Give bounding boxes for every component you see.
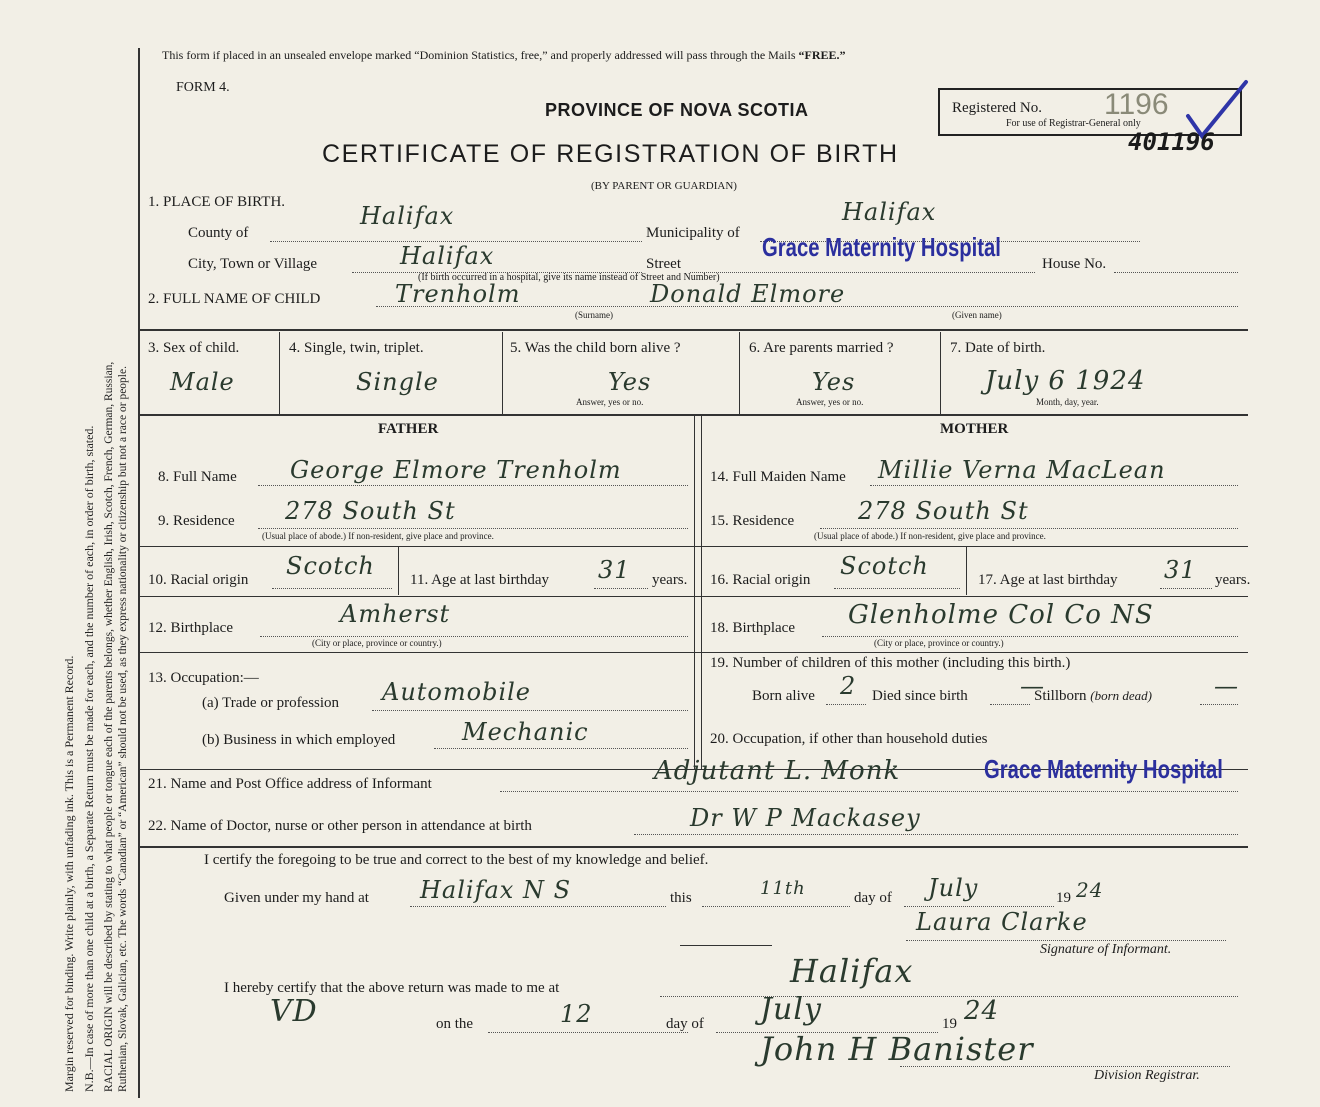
stillborn-label: [1034, 688, 1152, 705]
registration-place-line: [660, 996, 1238, 997]
margin-note-3: RACIAL ORIGIN will be described by stating to what people or tongue each of the parents belongs, whether English, Irish, Scotch, French, German, Russian,: [103, 361, 115, 1092]
stillborn-line: [1200, 704, 1238, 705]
street-label: Street: [646, 256, 681, 272]
certify-day-of-label: day of: [854, 890, 892, 906]
given-under-hand-label: Given under my hand at: [224, 890, 369, 906]
mother-birthplace-label: 18. Birthplace: [710, 620, 795, 636]
surname-caption: (Surname): [575, 310, 613, 320]
stillborn-value: —: [1214, 672, 1239, 700]
mother-race-age-divider: [966, 547, 967, 595]
mother-age-line: [1160, 588, 1212, 589]
margin-note-2: N.B.—In case of more than one child at a birth, a Separate Return must be made for each, and the number of each, in order of birth, stated.: [82, 425, 96, 1092]
registration-year-value: 24: [964, 996, 1000, 1026]
mother-residence-caption: (Usual place of abode.) If non-resident, give place and province.: [814, 531, 1046, 541]
children-count-label: 19. Number of children of this mother (including this birth.): [710, 655, 1071, 671]
father-birthplace-caption: (City or place, province or country.): [312, 638, 442, 648]
trade-label: (a) Trade or profession: [202, 695, 340, 711]
informant-line: [500, 791, 1238, 792]
born-alive-count-line: [826, 704, 866, 705]
separator-rule: [680, 945, 772, 946]
father-occupation-label: 13. Occupation:—: [148, 670, 259, 686]
mother-name-value: Millie Verna MacLean: [878, 456, 1166, 484]
informant-signature-line: [906, 940, 1226, 941]
informant-value: Adjutant L. Monk: [654, 756, 901, 786]
parents-married-value: Yes: [812, 368, 856, 396]
child-name-label: 2. FULL NAME OF CHILD: [148, 291, 321, 307]
mother-residence-value: 278 South St: [858, 497, 1029, 525]
father-age-label: 11. Age at last birthday: [410, 572, 549, 588]
mother-birthplace-line: [822, 636, 1238, 637]
mother-race-value: Scotch: [840, 552, 929, 580]
registrar-initials: VD: [270, 994, 318, 1029]
registrar-signature: John H Banister: [760, 1030, 1034, 1068]
certification-top-rule: [140, 846, 1248, 848]
father-name-line: [258, 485, 688, 486]
division-registrar-caption: Division Registrar.: [1094, 1068, 1200, 1083]
certify-year-value: 24: [1076, 878, 1104, 902]
informant-label: 21. Name and Post Office address of Informant: [148, 776, 432, 792]
father-residence-label: 9. Residence: [158, 513, 235, 529]
column-divider-right: [701, 416, 702, 770]
free-postage-note: This form if placed in an unsealed envelope marked “Dominion Statistics, free,” and properly addressed will pass through the Mails “FREE.”: [162, 48, 846, 62]
county-label: County of: [188, 225, 249, 241]
registration-day-of-label: day of: [666, 1016, 704, 1032]
certify-day-value: 11th: [760, 878, 806, 899]
margin-notes: [62, 362, 130, 1092]
father-age-value: 31: [598, 556, 631, 584]
trade-line: [372, 710, 688, 711]
county-value: Halifax: [360, 202, 455, 230]
registered-label: Registered No.: [952, 100, 1042, 116]
born-alive-count-value: 2: [840, 672, 857, 700]
father-name-value: George Elmore Trenholm: [290, 456, 622, 484]
plurality-value: Single: [356, 368, 439, 396]
father-age-line: [594, 588, 648, 589]
mother-residence-line: [820, 528, 1238, 529]
street-line: [690, 272, 1035, 273]
father-residence-value: 278 South St: [285, 497, 456, 525]
margin-note-4: Ruthenian, Slovak, Galician, etc. The words “Canadian” or “American” should not be used, as they express nationality or citizenship but not a race or people.: [117, 366, 129, 1092]
certify-year-prefix: 19: [1056, 890, 1071, 906]
mother-race-label: 16. Racial origin: [710, 572, 811, 588]
registrar-use-note: For use of Registrar-General only: [1006, 118, 1141, 129]
certificate-title: CERTIFICATE OF REGISTRATION OF BIRTH: [322, 140, 899, 168]
hospital-note: (If birth occurred in a hospital, give its name instead of Street and Number): [418, 272, 720, 283]
certify-day-line: [702, 906, 850, 907]
certify-statement: I certify the foregoing to be true and correct to the best of my knowledge and belief.: [204, 852, 709, 868]
row3-divider-3: [739, 332, 740, 414]
registration-year-prefix: 19: [942, 1016, 957, 1032]
born-alive-label: 5. Was the child born alive ?: [510, 340, 681, 356]
registration-month-value: July: [760, 992, 822, 1027]
business-label: (b) Business in which employed: [202, 732, 396, 748]
street-hospital-stamp: Grace Maternity Hospital: [762, 232, 1001, 262]
died-since-birth-value: —: [1020, 672, 1045, 700]
mother-birthplace-caption: (City or place, province or country.): [874, 638, 1004, 648]
sex-value: Male: [170, 368, 235, 396]
died-since-birth-label: Died since birth: [872, 688, 968, 704]
parents-married-caption: Answer, yes or no.: [796, 397, 864, 407]
mother-age-label: 17. Age at last birthday: [978, 572, 1118, 588]
row3-top-rule: [140, 329, 1248, 331]
archive-number: 401196: [1128, 128, 1215, 156]
given-name-caption: (Given name): [952, 310, 1002, 320]
plurality-label: 4. Single, twin, triplet.: [289, 340, 424, 356]
mother-heading: MOTHER: [940, 421, 1009, 437]
child-given-name: Donald Elmore: [650, 280, 846, 308]
date-of-birth-label: 7. Date of birth.: [950, 340, 1046, 356]
parents-married-label: 6. Are parents married ?: [749, 340, 894, 356]
father-years-label: years.: [652, 572, 688, 588]
on-the-label: on the: [436, 1016, 474, 1032]
date-of-birth-value: July 6 1924: [985, 366, 1146, 396]
certificate-subtitle: (BY PARENT OR GUARDIAN): [591, 180, 737, 192]
municipality-label: Municipality of: [646, 225, 740, 241]
mother-name-line: [870, 485, 1238, 486]
city-value: Halifax: [400, 242, 495, 270]
father-residence-line: [258, 528, 688, 529]
father-heading: FATHER: [378, 421, 439, 437]
father-name-label: 8. Full Name: [158, 469, 237, 485]
mother-birthplace-value: Glenholme Col Co NS: [848, 600, 1154, 630]
stillborn-text: Stillborn: [1034, 688, 1087, 704]
father-birthplace-label: 12. Birthplace: [148, 620, 233, 636]
born-alive-value: Yes: [608, 368, 652, 396]
residence-bottom-rule: [140, 546, 1248, 547]
given-place-value: Halifax N S: [420, 876, 572, 904]
doctor-label: 22. Name of Doctor, nurse or other person in attendance at birth: [148, 818, 532, 834]
registration-day-value: 12: [560, 1000, 593, 1028]
born-alive-count-label: Born alive: [752, 688, 815, 704]
mother-occupation-label: 20. Occupation, if other than household duties: [710, 731, 988, 747]
certify-month-value: July: [928, 874, 979, 902]
father-race-value: Scotch: [286, 552, 375, 580]
form-number: FORM 4.: [176, 80, 230, 95]
this-label: this: [670, 890, 692, 906]
mother-years-label: years.: [1215, 572, 1251, 588]
father-race-line: [272, 588, 392, 589]
father-race-age-divider: [398, 547, 399, 595]
business-value: Mechanic: [462, 718, 589, 746]
father-race-label: 10. Racial origin: [148, 572, 249, 588]
row3-divider-4: [940, 332, 941, 414]
mother-residence-label: 15. Residence: [710, 513, 795, 529]
municipality-value: Halifax: [842, 198, 937, 226]
place-of-birth-label: 1. PLACE OF BIRTH.: [148, 194, 286, 210]
stillborn-paren: (born dead): [1090, 688, 1153, 703]
sex-label: 3. Sex of child.: [148, 340, 240, 356]
doctor-value: Dr W P Mackasey: [690, 804, 921, 832]
house-number-line: [1114, 272, 1238, 273]
mother-name-label: 14. Full Maiden Name: [710, 469, 846, 485]
race-bottom-rule: [140, 596, 1248, 597]
row3-divider-1: [279, 332, 280, 414]
informant-hospital-stamp: Grace Maternity Hospital: [984, 754, 1223, 784]
certify-month-line: [904, 906, 1054, 907]
father-birthplace-line: [260, 636, 688, 637]
father-birthplace-value: Amherst: [340, 600, 451, 628]
margin-note-1: Margin reserved for binding. Write plainly, with unfading ink. This is a Permanent Record.: [62, 655, 76, 1092]
child-surname: Trenholm: [395, 280, 521, 308]
city-label: City, Town or Village: [188, 256, 318, 272]
row3-divider-2: [502, 332, 503, 414]
column-divider-left: [694, 416, 695, 770]
trade-value: Automobile: [382, 678, 532, 706]
died-since-birth-line: [990, 704, 1030, 705]
born-alive-caption: Answer, yes or no.: [576, 397, 644, 407]
business-line: [434, 748, 688, 749]
margin-border: [138, 48, 140, 1098]
house-number-label: House No.: [1042, 256, 1107, 272]
registrar-signature-line: [900, 1066, 1230, 1067]
province-heading: PROVINCE OF NOVA SCOTIA: [545, 100, 809, 120]
informant-signature: Laura Clarke: [916, 908, 1088, 936]
given-place-line: [410, 906, 666, 907]
mother-age-value: 31: [1164, 556, 1197, 584]
date-of-birth-caption: Month, day, year.: [1036, 397, 1099, 407]
registration-place-value: Halifax: [790, 952, 914, 990]
doctor-line: [634, 834, 1238, 835]
registrar-certify-label: I hereby certify that the above return was made to me at: [224, 980, 560, 996]
informant-signature-caption: Signature of Informant.: [1040, 942, 1172, 957]
father-residence-caption: (Usual place of abode.) If non-resident, give place and province.: [262, 531, 494, 541]
mother-race-line: [834, 588, 960, 589]
registered-number: 1196: [1104, 88, 1169, 121]
registration-day-line: [488, 1032, 688, 1033]
birthplace-bottom-rule: [140, 652, 1248, 653]
